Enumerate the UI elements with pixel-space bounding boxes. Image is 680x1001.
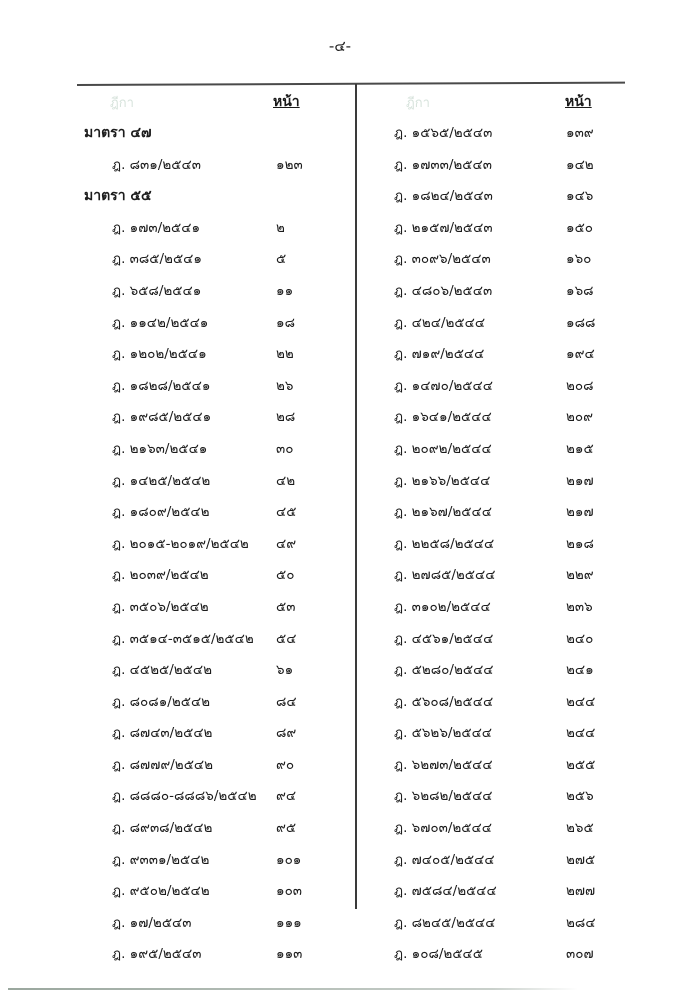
page-ref: ๑๖๐: [566, 251, 592, 268]
index-entry: [80, 939, 350, 971]
page-ref: ๔๙: [276, 535, 297, 552]
page-ref: ๑๔๖: [566, 188, 594, 205]
page-ref: ๒๘๔: [566, 914, 596, 931]
page-ref: ๒๕๖: [566, 788, 594, 805]
page-number: -๔-: [328, 37, 352, 55]
case-number: ฎ. ๗๔๐๕/๒๕๔๔: [394, 851, 495, 868]
page-ref: ๔๕: [276, 504, 297, 521]
index-entry: [80, 497, 350, 529]
index-entry: [80, 624, 350, 656]
index-entry: [388, 876, 618, 908]
index-entry: [80, 434, 350, 466]
case-number: ฎ. ๑๔๒๕/๒๕๔๒: [112, 472, 211, 489]
ghost-label: ฎีกา: [406, 96, 430, 111]
page-ref: ๑๓๙: [566, 125, 594, 141]
index-entry: [80, 845, 350, 877]
index-entry: [80, 213, 350, 245]
case-number: ฎ. ๓๐๙๖/๒๕๔๓: [394, 251, 491, 268]
index-entry: [388, 845, 618, 877]
index-entry: [80, 655, 350, 687]
page-ref: ๑๘: [276, 314, 295, 331]
top-rule: [77, 82, 625, 86]
column-divider: [355, 84, 357, 909]
index-entry: [80, 687, 350, 719]
page-ref: ๒๗๗: [566, 883, 596, 900]
index-entry: [388, 402, 618, 434]
index-entry: [388, 466, 618, 498]
index-entry: [388, 244, 618, 276]
case-number: ฎ. ๑๕๖๕/๒๕๔๓: [394, 125, 493, 141]
page-ref: ๑๘๘: [566, 314, 596, 331]
case-number: ฎ. ๒๐๓๙/๒๕๔๒: [112, 567, 209, 584]
index-entry: [80, 560, 350, 592]
left-column-header: [80, 88, 350, 118]
case-number: ฎ. ๘๒๔๕/๒๕๔๔: [394, 914, 496, 931]
index-entry: [388, 213, 618, 245]
page-ref: ๑๐๑: [276, 851, 302, 868]
page-ref: ๑๑๑: [276, 914, 302, 931]
page-column-header: หน้า: [565, 94, 592, 110]
index-entry: [388, 276, 618, 308]
case-number: ฎ. ๑๒๐๒/๒๕๔๑: [112, 346, 207, 363]
case-number: ฎ. ๓๑๐๒/๒๕๔๔: [394, 598, 491, 615]
page-ref: ๒๕๕: [566, 756, 596, 773]
page-ref: ๕: [276, 251, 287, 268]
page-ref: ๘๔: [276, 693, 297, 710]
page-ref: ๔๒: [276, 472, 296, 489]
case-number: ฎ. ๒๑๕๗/๒๕๔๓: [394, 219, 493, 236]
case-number: ฎ. ๒๑๖๗/๒๕๔๔: [394, 504, 492, 521]
index-entry: [388, 750, 618, 782]
case-number: ฎ. ๑๗/๒๕๔๓: [112, 914, 192, 931]
case-number: ฎ. ๖๒๗๓/๒๕๔๔: [394, 756, 493, 773]
case-number: ฎ. ๑๖๔๑/๒๕๔๔: [394, 409, 492, 426]
case-number: ฎ. ๑๘๒๔/๒๕๔๓: [394, 188, 493, 205]
index-entry: [388, 308, 618, 340]
page-column-header: หน้า: [273, 94, 300, 110]
page-ref: ๒๔๔: [566, 693, 596, 710]
index-entry: [80, 592, 350, 624]
index-entry: [388, 529, 618, 561]
section-heading: มาตรา ๕๕: [84, 188, 152, 205]
page-ref: ๑๕๐: [566, 219, 594, 236]
index-entry: [80, 276, 350, 308]
case-number: ฎ. ๒๑๖๓/๒๕๔๑: [112, 440, 208, 457]
page-ref: ๑๔๒: [566, 156, 594, 173]
case-number: ฎ. ๙๕๐๒/๒๕๔๒: [112, 883, 210, 900]
page-ref: ๑๙๔: [566, 346, 595, 363]
case-number: ฎ. ๕๖๐๘/๒๕๔๔: [394, 693, 494, 710]
index-entry: [388, 624, 618, 656]
page-ref: ๘๙: [276, 725, 297, 742]
case-number: ฎ. ๘๘๘๐-๘๘๘๖/๒๕๔๒: [112, 788, 257, 805]
page-ref: ๒๑๕: [566, 440, 594, 457]
case-number: ฎ. ๒๗๘๕/๒๕๔๔: [394, 567, 496, 584]
right-column: [388, 88, 618, 971]
index-entry: [80, 371, 350, 403]
right-index-list: [388, 118, 618, 971]
page-ref: ๒๐๙: [566, 409, 594, 426]
page-ref: ๑๒๓: [276, 156, 303, 173]
page-ref: ๓๐๗: [566, 946, 594, 963]
case-number: ฎ. ๕๖๒๖/๒๕๔๔: [394, 725, 493, 742]
case-number: ฎ. ๘๗๔๓/๒๕๔๒: [112, 725, 213, 742]
case-number: ฎ. ๔๕๒๕/๒๕๔๒: [112, 662, 212, 679]
index-entry: [80, 244, 350, 276]
case-number: ฎ. ๔๒๔/๒๕๔๔: [394, 314, 486, 331]
index-entry: [388, 718, 618, 750]
page-ref: ๙๔: [276, 788, 297, 805]
case-number: ฎ. ๔๕๖๑/๒๕๔๔: [394, 630, 494, 647]
index-entry: [388, 687, 618, 719]
page-ref: ๓๐: [276, 440, 294, 457]
case-number: ฎ. ๑๗๓/๒๕๔๑: [112, 219, 201, 236]
index-entry: [80, 339, 350, 371]
page-ref: ๕๐: [276, 567, 295, 584]
index-entry: [388, 655, 618, 687]
case-number: ฎ. ๔๘๐๖/๒๕๔๓: [394, 282, 493, 299]
case-number: ฎ. ๖๒๘๒/๒๕๔๔: [394, 788, 493, 805]
index-entry: [388, 434, 618, 466]
case-number: ฎ. ๓๕๐๖/๒๕๔๒: [112, 598, 209, 615]
page-ref: ๒๖๕: [566, 820, 594, 837]
index-entry: [388, 497, 618, 529]
index-entry: [80, 308, 350, 340]
case-number: ฎ. ๑๗๓๓/๒๕๔๓: [394, 156, 492, 173]
page-ref: ๒๑๗: [566, 472, 594, 489]
page-ref: ๒๔๐: [566, 630, 594, 647]
case-number: ฎ. ๗๕๘๔/๒๕๔๔: [394, 883, 497, 900]
case-number: ฎ. ๗๑๙/๒๕๔๔: [394, 346, 485, 363]
page-ref: ๒๒: [276, 346, 294, 363]
case-number: ฎ. ๑๑๔๒/๒๕๔๑: [112, 314, 209, 331]
index-entry: [388, 592, 618, 624]
index-entry: [80, 150, 350, 182]
page-ref: ๑๑: [276, 282, 294, 299]
page-ref: ๒๑๗: [566, 504, 594, 521]
index-entry: [80, 750, 350, 782]
case-number: ฎ. ๘๐๘๑/๒๕๔๒: [112, 693, 211, 710]
case-number: ฎ. ๘๙๓๘/๒๕๔๒: [112, 820, 213, 837]
index-entry: [388, 939, 618, 971]
index-entry: [80, 402, 350, 434]
page-ref: ๑๐๓: [276, 883, 303, 900]
page-ref: ๒๖: [276, 377, 294, 394]
page-ref: ๒๔๑: [566, 662, 594, 679]
page-ref: ๒๑๘: [566, 535, 594, 552]
index-entry: [80, 529, 350, 561]
page-ref: ๙๐: [276, 756, 295, 773]
page-ref: ๑๑๓: [276, 946, 303, 963]
index-entry: [80, 908, 350, 940]
page-ref: ๒๒๙: [566, 567, 594, 584]
right-column-header: [388, 88, 618, 118]
left-column: [80, 88, 350, 971]
page-ref: ๒๐๘: [566, 377, 594, 394]
index-entry: [80, 876, 350, 908]
page-ref: ๖๑: [276, 662, 294, 679]
page-ref: ๒: [276, 219, 285, 236]
page-ref: ๒๔๔: [566, 725, 596, 742]
case-number: ฎ. ๑๙๘๕/๒๕๔๑: [112, 409, 212, 426]
index-entry: [388, 813, 618, 845]
case-number: ฎ. ๓๘๕/๒๕๔๑: [112, 251, 202, 268]
bottom-rule: [8, 988, 578, 990]
case-number: ฎ. ๘๗๗๙/๒๕๔๒: [112, 756, 214, 773]
index-entry: [388, 339, 618, 371]
index-entry: [388, 181, 618, 213]
page-ref: ๒๓๖: [566, 598, 593, 615]
case-number: ฎ. ๖๗๐๓/๒๕๔๔: [394, 820, 492, 837]
left-index-list: [80, 118, 350, 971]
page-ref: ๒๘: [276, 409, 296, 426]
page-ref: ๑๖๘: [566, 282, 594, 299]
case-number: ฎ. ๒๐๙๒/๒๕๔๔: [394, 440, 492, 457]
case-number: ฎ. ๑๘๐๙/๒๕๔๒: [112, 504, 210, 521]
index-entry: [80, 781, 350, 813]
case-number: ฎ. ๕๒๘๐/๒๕๔๔: [394, 662, 494, 679]
case-number: ฎ. ๒๑๖๖/๒๕๔๔: [394, 472, 491, 489]
index-entry: [388, 118, 618, 150]
case-number: ฎ. ๑๘๒๘/๒๕๔๑: [112, 377, 211, 394]
index-entry: [388, 781, 618, 813]
case-number: ฎ. ๒๐๑๕-๒๐๑๙/๒๕๔๒: [112, 535, 249, 552]
case-number: ฎ. ๑๔๗๐/๒๕๔๔: [394, 377, 493, 394]
case-number: ฎ. ๑๐๘/๒๕๔๕: [394, 946, 483, 963]
index-entry: [80, 718, 350, 750]
index-entry: [80, 813, 350, 845]
index-entry: [388, 150, 618, 182]
case-number: ฎ. ๖๕๘/๒๕๔๑: [112, 282, 202, 299]
index-entry: [388, 560, 618, 592]
index-entry: [80, 466, 350, 498]
case-number: ฎ. ๓๕๑๔-๓๕๑๕/๒๕๔๒: [112, 630, 254, 647]
ghost-label: ฎีกา: [110, 96, 134, 111]
page-ref: ๕๓: [276, 598, 296, 615]
page-ref: ๙๕: [276, 820, 297, 837]
section-heading: มาตรา ๔๗: [84, 125, 152, 141]
case-number: ฎ. ๙๓๓๑/๒๕๔๒: [112, 851, 210, 868]
case-number: ฎ. ๒๒๕๘/๒๕๔๔: [394, 535, 495, 552]
index-entry: [388, 371, 618, 403]
page-ref: ๕๔: [276, 630, 297, 647]
case-number: ฎ. ๑๙๕/๒๕๔๓: [112, 946, 202, 963]
case-number: ฎ. ๘๓๑/๒๕๔๓: [112, 156, 201, 173]
page-ref: ๒๗๕: [566, 851, 596, 868]
index-entry: [388, 908, 618, 940]
